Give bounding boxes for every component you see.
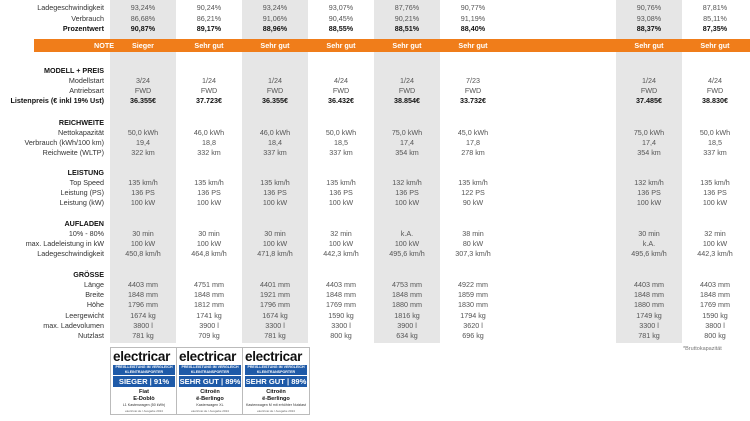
- table-cell: 1741 kg: [196, 310, 222, 320]
- note-rating: Sehr gut: [634, 41, 664, 50]
- table-cell: 7/23: [466, 76, 480, 85]
- table-cell: 135 km/h: [458, 178, 488, 187]
- table-cell: 100 kW: [130, 198, 156, 208]
- badge-car1: Citroën: [266, 389, 286, 395]
- table-cell: 1674 kg: [130, 310, 156, 320]
- table-cell: 3900 l: [397, 320, 417, 330]
- table-cell: 93,07%: [328, 3, 354, 12]
- note-rating: Sehr gut: [392, 41, 422, 50]
- table-cell: 38 min: [462, 229, 484, 238]
- row-label: Leergewicht: [65, 310, 104, 320]
- table-row: [0, 128, 750, 138]
- table-cell: 75,0 kWh: [391, 128, 423, 137]
- table-cell: 495,6 km/h: [389, 249, 425, 259]
- table-cell: 3300 l: [265, 320, 285, 330]
- table-cell: 100 kW: [130, 239, 156, 249]
- table-cell: 91,06%: [262, 14, 288, 23]
- table-cell: FWD: [266, 86, 284, 96]
- section-title: REICHWEITE: [58, 118, 104, 127]
- table-cell: 90,24%: [196, 3, 222, 12]
- table-cell: 3800 l: [705, 320, 725, 330]
- section-heading: [0, 270, 750, 280]
- table-cell: FWD: [398, 86, 416, 96]
- table-cell: 93,08%: [636, 14, 662, 23]
- row-label: Ladegeschwindigkeit: [37, 249, 104, 259]
- table-cell: 50,0 kWh: [325, 128, 357, 137]
- table-cell: 89,17%: [196, 24, 222, 33]
- badge-subtitle: PREIS-LEISTUNG IM VERGLEICH KLEINTRANSPORTER: [179, 365, 241, 375]
- table-cell: 1/24: [642, 76, 656, 85]
- table-cell: 1859 mm: [458, 290, 488, 300]
- table-cell: 1590 kg: [328, 310, 354, 320]
- badge-verdict: SEHR GUT | 89%: [245, 377, 307, 386]
- table-row: [0, 14, 750, 24]
- table-cell: 100 kW: [394, 198, 420, 208]
- table-cell: 17,4: [642, 138, 656, 148]
- row-label: Breite: [85, 290, 104, 300]
- table-row: [0, 148, 750, 158]
- table-cell: 32 min: [704, 229, 726, 238]
- table-cell: 88,40%: [460, 24, 486, 33]
- table-cell: 75,0 kWh: [633, 128, 665, 137]
- table-row: [0, 188, 750, 198]
- section-title: MODELL + PREIS: [44, 66, 104, 75]
- table-cell: 354 km: [637, 148, 661, 158]
- note-rating: Sieger: [132, 41, 154, 50]
- table-cell: FWD: [464, 86, 482, 96]
- table-cell: 696 kg: [462, 331, 484, 340]
- table-cell: 3/24: [136, 76, 150, 85]
- badge-car1: Citroën: [200, 389, 220, 395]
- table-cell: 4403 mm: [634, 280, 664, 289]
- table-cell: 100 kW: [196, 239, 222, 249]
- table-row: [0, 24, 750, 34]
- table-row: [0, 198, 750, 208]
- table-cell: 88,96%: [262, 24, 288, 33]
- table-cell: 136 PS: [703, 188, 727, 198]
- table-cell: 332 km: [197, 148, 221, 158]
- table-cell: 4403 mm: [326, 280, 356, 289]
- table-cell: 93,24%: [130, 3, 156, 12]
- table-cell: 100 kW: [702, 239, 728, 249]
- table-cell: 1812 mm: [194, 300, 224, 310]
- table-cell: 442,3 km/h: [697, 249, 733, 259]
- table-cell: 18,8: [202, 138, 216, 148]
- row-label: Leistung (kW): [59, 198, 104, 208]
- row-label: max. Ladeleistung in kW: [25, 239, 104, 249]
- table-cell: 46,0 kWh: [193, 128, 225, 137]
- table-cell: 90,21%: [394, 14, 420, 23]
- table-cell: 1590 kg: [702, 310, 728, 320]
- table-cell: FWD: [134, 86, 152, 96]
- table-cell: 122 PS: [461, 188, 485, 198]
- table-row: [0, 76, 750, 86]
- row-label: Ladegeschwindigkeit: [37, 3, 104, 12]
- table-cell: 4401 mm: [260, 280, 290, 289]
- table-cell: 3900 l: [199, 320, 219, 330]
- badge-car2: ë-Berlingo: [262, 396, 290, 402]
- table-cell: 100 kW: [328, 239, 354, 249]
- table-cell: 36.355€: [130, 96, 156, 106]
- row-label: 10% - 80%: [68, 229, 104, 238]
- note-label: NOTE: [94, 41, 114, 50]
- table-cell: 19,4: [136, 138, 150, 148]
- table-cell: 800 kg: [704, 331, 726, 340]
- table-row: [0, 138, 750, 148]
- table-cell: 17,4: [400, 138, 414, 148]
- badge-subtitle: PREIS-LEISTUNG IM VERGLEICH KLEINTRANSPORTER: [113, 365, 175, 375]
- table-row: [0, 331, 750, 341]
- badge-car1: Fiat: [139, 389, 149, 395]
- table-cell: 1848 mm: [634, 290, 664, 300]
- table-cell: 1796 mm: [128, 300, 158, 310]
- badge-brand: electricar: [179, 349, 237, 364]
- table-cell: 634 kg: [396, 331, 418, 340]
- table-cell: 3300 l: [639, 320, 659, 330]
- note-rating: Sehr gut: [326, 41, 356, 50]
- table-cell: 4403 mm: [700, 280, 730, 289]
- table-cell: 136 PS: [197, 188, 221, 198]
- table-row: [0, 321, 750, 331]
- badge-tiny: electricar.de / Ausgabe 2024: [191, 409, 229, 413]
- row-label: Modellstart: [68, 76, 104, 85]
- table-cell: 37.485€: [636, 96, 662, 106]
- badge-car3: Kastenwagen XL: [196, 403, 224, 407]
- table-cell: 1848 mm: [392, 290, 422, 300]
- table-cell: 278 km: [461, 148, 485, 158]
- note-bar: [34, 39, 750, 52]
- row-label: Nutzlast: [78, 331, 104, 340]
- table-cell: 132 km/h: [634, 178, 664, 187]
- table-cell: 100 kW: [262, 198, 288, 208]
- table-cell: 1830 mm: [458, 300, 488, 310]
- badge-car2: ë-Berlingo: [196, 396, 224, 402]
- row-label: Höhe: [86, 300, 104, 310]
- table-cell: 3620 l: [463, 320, 483, 330]
- table-cell: 17,8: [466, 138, 480, 148]
- table-cell: 464,8 km/h: [191, 249, 227, 259]
- section-heading: [0, 66, 750, 76]
- badge-verdict: SEHR GUT | 89%: [179, 377, 241, 386]
- row-label: Verbrauch: [71, 14, 104, 23]
- table-cell: 1848 mm: [194, 290, 224, 300]
- table-cell: 781 kg: [264, 331, 286, 340]
- table-cell: 1880 mm: [392, 300, 422, 310]
- badge-verdict: SIEGER | 91%: [113, 376, 175, 387]
- table-cell: 30 min: [198, 229, 220, 238]
- table-cell: 90,77%: [460, 3, 486, 12]
- section-title: GRÖSSE: [73, 270, 104, 279]
- table-cell: 88,51%: [394, 24, 420, 33]
- table-cell: 495,6 km/h: [631, 249, 667, 259]
- row-label: Reichweite (WLTP): [42, 148, 104, 158]
- row-label: Top Speed: [69, 178, 104, 187]
- table-cell: 4753 mm: [392, 280, 422, 289]
- table-cell: 4922 mm: [458, 280, 488, 289]
- badge-car3: Kastenwagen M mit erhöhter Nutzlast: [246, 403, 306, 407]
- table-cell: 337 km: [329, 148, 353, 158]
- table-cell: k.A.: [642, 239, 656, 249]
- badge-car2: E-Doblò: [133, 396, 155, 402]
- table-cell: 33.732€: [460, 96, 486, 106]
- table-cell: 135 km/h: [194, 178, 224, 187]
- table-cell: 18,5: [708, 138, 722, 148]
- table-row: [0, 229, 750, 239]
- table-cell: 90,45%: [328, 14, 354, 23]
- table-cell: 135 km/h: [326, 178, 356, 187]
- table-cell: 132 km/h: [392, 178, 422, 187]
- table-cell: 354 km: [395, 148, 419, 158]
- electricar-award-badge: [242, 347, 310, 415]
- table-cell: 136 PS: [395, 188, 419, 198]
- table-cell: k.A.: [400, 229, 414, 238]
- table-cell: 4/24: [708, 76, 722, 85]
- note-rating: Sehr gut: [194, 41, 224, 50]
- table-cell: 1749 kg: [636, 310, 662, 320]
- table-cell: 1/24: [202, 76, 216, 85]
- table-cell: FWD: [706, 86, 724, 96]
- table-cell: 322 km: [131, 148, 155, 158]
- table-cell: 3800 l: [133, 320, 153, 330]
- section-heading: [0, 118, 750, 128]
- table-cell: 50,0 kWh: [127, 128, 159, 137]
- note-rating: Sehr gut: [260, 41, 290, 50]
- badge-brand: electricar: [113, 349, 171, 364]
- table-cell: 100 kW: [328, 198, 354, 208]
- table-cell: 38.830€: [702, 96, 728, 106]
- table-cell: 4/24: [334, 76, 348, 85]
- table-cell: FWD: [200, 86, 218, 96]
- table-cell: 87,76%: [394, 3, 420, 12]
- table-cell: 307,3 km/h: [455, 249, 491, 259]
- table-cell: 87,81%: [702, 3, 728, 12]
- table-cell: 50,0 kWh: [699, 128, 731, 137]
- electricar-award-badge: [176, 347, 244, 415]
- electricar-award-badge: [110, 347, 178, 415]
- section-heading: [0, 168, 750, 178]
- table-cell: 30 min: [132, 229, 154, 238]
- table-cell: 1880 mm: [634, 300, 664, 310]
- badge-tiny: electricar.de / Ausgabe 2024: [125, 409, 163, 413]
- table-cell: 3300 l: [331, 320, 351, 330]
- table-cell: 90,87%: [130, 24, 156, 33]
- row-label: Listenpreis (€ inkl 19% Ust): [10, 96, 104, 106]
- row-label: Antriebsart: [69, 86, 104, 96]
- table-cell: 136 PS: [329, 188, 353, 198]
- table-cell: 4751 mm: [194, 280, 224, 289]
- table-cell: 442,3 km/h: [323, 249, 359, 259]
- table-cell: 30 min: [264, 229, 286, 238]
- note-rating: Sehr gut: [700, 41, 730, 50]
- table-cell: 38.854€: [394, 96, 420, 106]
- table-cell: 1848 mm: [128, 290, 158, 300]
- table-cell: 1848 mm: [700, 290, 730, 300]
- table-cell: 135 km/h: [700, 178, 730, 187]
- table-cell: 781 kg: [638, 331, 660, 340]
- table-cell: 18,5: [334, 138, 348, 148]
- table-cell: 471,8 km/h: [257, 249, 293, 259]
- table-cell: 1816 kg: [394, 310, 420, 320]
- badge-subtitle: PREIS-LEISTUNG IM VERGLEICH KLEINTRANSPORTER: [245, 365, 307, 375]
- table-cell: 37.723€: [196, 96, 222, 106]
- table-cell: 136 PS: [263, 188, 287, 198]
- table-cell: 1/24: [400, 76, 414, 85]
- table-row: [0, 86, 750, 96]
- table-cell: 1769 mm: [326, 300, 356, 310]
- table-cell: 85,11%: [703, 14, 727, 23]
- table-cell: 80 kW: [462, 239, 484, 249]
- table-cell: 781 kg: [132, 331, 154, 340]
- table-cell: 1674 kg: [262, 310, 288, 320]
- table-row: [0, 178, 750, 188]
- table-cell: 46,0 kWh: [259, 128, 291, 137]
- table-cell: 32 min: [330, 229, 352, 238]
- table-cell: 1/24: [268, 76, 282, 85]
- section-title: AUFLADEN: [64, 219, 104, 228]
- table-row: [0, 280, 750, 290]
- table-cell: 100 kW: [702, 198, 728, 208]
- row-label: Nettokapazität: [58, 128, 104, 137]
- table-cell: 135 km/h: [128, 178, 158, 187]
- table-cell: 100 kW: [196, 198, 222, 208]
- table-cell: FWD: [332, 86, 350, 96]
- table-cell: 36.432€: [328, 96, 354, 106]
- table-cell: 87,35%: [702, 24, 728, 33]
- table-cell: 30 min: [638, 229, 660, 238]
- table-cell: 88,55%: [328, 24, 354, 33]
- table-cell: FWD: [640, 86, 658, 96]
- table-row: [0, 300, 750, 310]
- row-label: max. Ladevolumen: [43, 320, 104, 330]
- table-cell: 1921 mm: [260, 290, 290, 300]
- table-row: [0, 239, 750, 249]
- row-label: Länge: [84, 280, 104, 289]
- table-cell: 450,8 km/h: [125, 249, 161, 259]
- table-cell: 1848 mm: [326, 290, 356, 300]
- table-cell: 135 km/h: [260, 178, 290, 187]
- table-cell: 100 kW: [394, 239, 420, 249]
- note-rating: Sehr gut: [458, 41, 488, 50]
- table-cell: 800 kg: [330, 331, 352, 340]
- table-cell: 136 PS: [637, 188, 661, 198]
- table-cell: 90,76%: [636, 3, 662, 12]
- table-cell: 45,0 kWh: [457, 128, 489, 137]
- badge-car3: L1 Kastenwagen (50 kWh): [122, 403, 166, 407]
- table-row: [0, 311, 750, 321]
- table-cell: 91,19%: [460, 14, 486, 23]
- table-row: [0, 290, 750, 300]
- table-cell: 93,24%: [262, 3, 288, 12]
- table-cell: 1796 mm: [260, 300, 290, 310]
- table-cell: 90 kW: [462, 198, 484, 208]
- table-cell: 1769 mm: [700, 300, 730, 310]
- badge-tiny: electricar.de / Ausgabe 2024: [257, 409, 295, 413]
- table-cell: 100 kW: [262, 239, 288, 249]
- table-row: [0, 96, 750, 106]
- table-row: [0, 3, 750, 13]
- row-label: Leistung (PS): [60, 188, 104, 198]
- table-row: [0, 249, 750, 259]
- table-cell: 337 km: [703, 148, 727, 158]
- row-label: Verbrauch (kWh/100 km): [24, 138, 104, 148]
- table-cell: 18,4: [268, 138, 282, 148]
- table-cell: 337 km: [263, 148, 287, 158]
- section-heading: [0, 219, 750, 229]
- table-cell: 100 kW: [636, 198, 662, 208]
- row-label: Prozentwert: [62, 24, 104, 33]
- table-cell: 709 kg: [198, 331, 220, 340]
- table-cell: 86,21%: [196, 14, 222, 23]
- badge-brand: electricar: [245, 349, 303, 364]
- table-cell: 4403 mm: [128, 280, 158, 289]
- footnote: *Bruttokapazität: [683, 346, 722, 352]
- table-cell: 136 PS: [131, 188, 155, 198]
- table-cell: 86,68%: [130, 14, 156, 23]
- section-title: LEISTUNG: [67, 168, 104, 177]
- table-cell: 1794 kg: [460, 310, 486, 320]
- table-cell: 88,37%: [636, 24, 662, 33]
- table-cell: 36.355€: [262, 96, 288, 106]
